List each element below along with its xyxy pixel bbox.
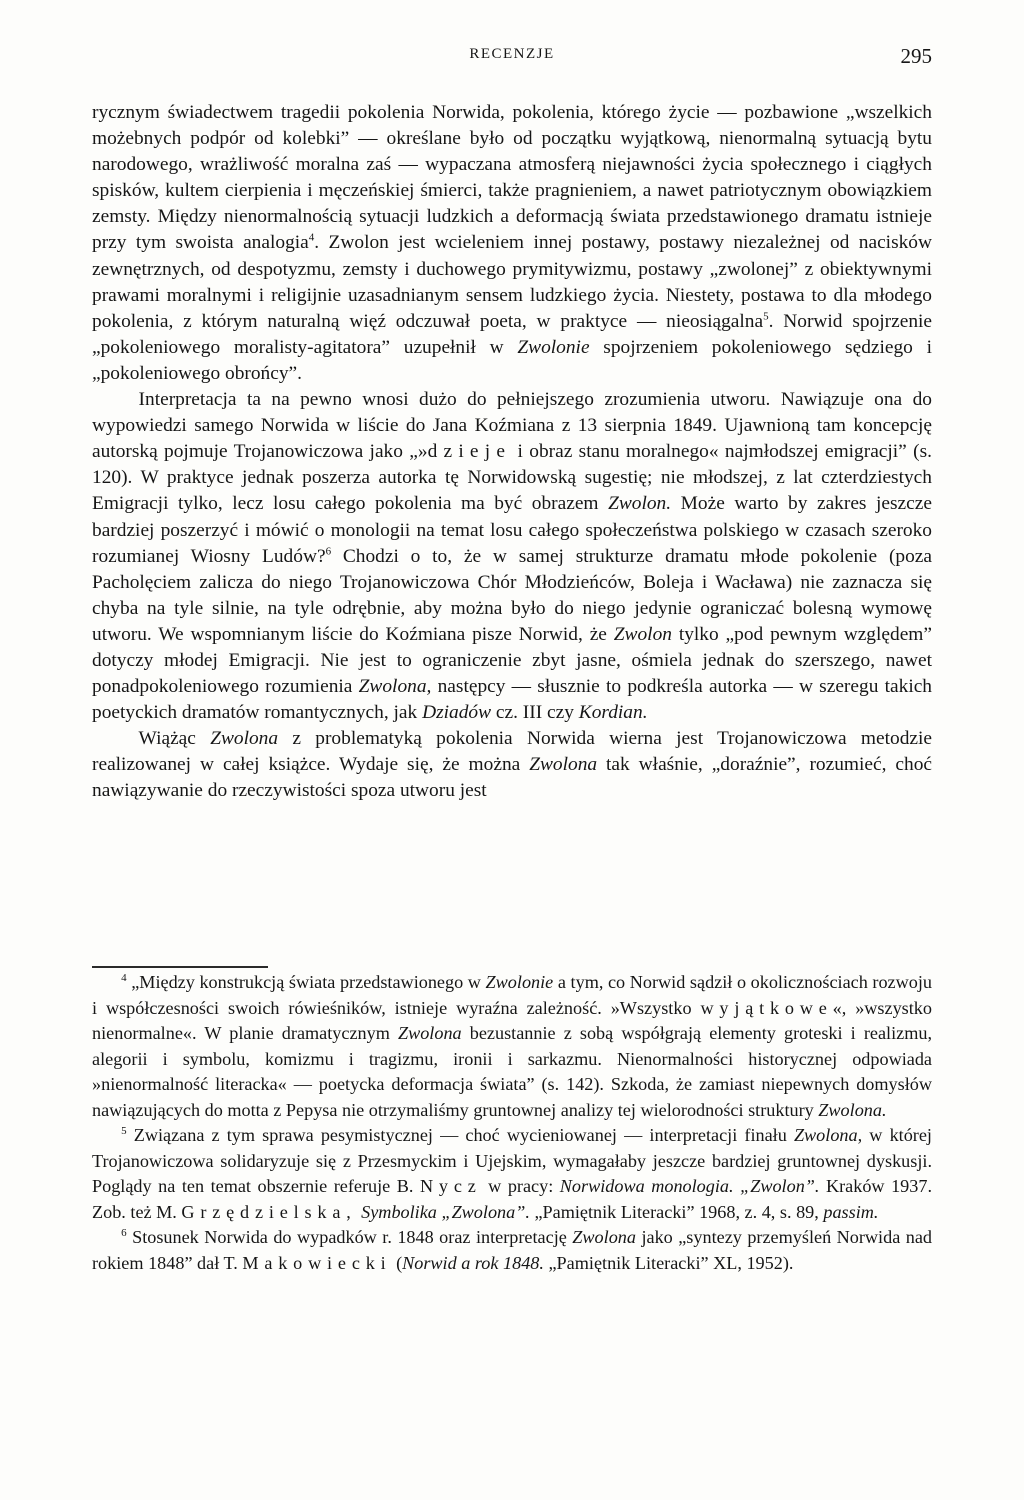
footnotes (92, 970, 932, 1276)
footnote-number: 4 (121, 971, 127, 984)
footnote-number: 5 (121, 1124, 127, 1137)
footnote-ref-4: 4 (308, 232, 315, 244)
footnote-ref-5: 5 (763, 310, 769, 323)
footnote-separator (92, 966, 268, 968)
page-number: 295 (900, 44, 932, 68)
paragraph-1: rycznym świadectwem tragedii pokolenia Norwida, pokolenia, którego życie — pozbawione „wszelkich możebnych podpór od kolebki” — określane było od początku wyjątkową, nienormalną sytuacją bytu narodowego, wrażliwość moralna zaś — wypaczana atmosferą niejawności życia społecznego i ciągłych spisków, kultem cierpienia i męczeńskiej śmierci, także pragnieniem, a nawet patriotycznym obowiązkiem zemsty. Między nienormalnością sytuacji ludzkich a deformacją świata przedstawionego dramatu istnieje przy tym swoista analogia$^4$. Zwolon jest wcieleniem innej postawy, postawy niezależnej od nacisków zewnętrznych, od despotyzmu, zemsty i duchowego prymitywizmu, postawy „zwolonej” z obiektywnymi prawami moralnymi i religijnie uzasadnianym sensem ludzkiego życia. Niestety, postawa to dla młodego pokolenia, z którym naturalną więź odczuwał poeta, w praktyce — nieosiągalna$^5$. Norwid spojrzenie „pokoleniowego moralisty-agitatora” uzupełnił w Zwolonie spojrzeniem pokoleniowego sędziego i „pokoleniowego obrońcy”. (92, 102, 933, 384)
footnote-ref-6: 6 (325, 545, 332, 558)
paragraph-2: Interpretacja ta na pewno wnosi dużo do pełniejszego zrozumienia utworu. Nawiązuje ona do wypowiedzi samego Norwida w liście do Jana Koźmiana z 13 sierpnia 1849. Ujawnioną tam koncepcję autorską pojmuje Trojanowiczowa jako „»dzieje i obraz stanu moralnego« najmłodszej emigracji” (s. 120). W praktyce jednak poszerza autorka tę Norwidowską sugestię; nie młodszej, z lat czterdziestych Emigracji tylko, lecz losu całego pokolenia ma być obrazem Zwolon. Może warto by zakres jeszcze bardziej poszerzyć i mówić o monologii na temat losu całego społeczeństwa polskiego w czasach szeroko rozumianej Wiosny Ludów?$^6$ Chodzi o to, że w samej strukturze dramatu młode pokolenie (poza Pacholęciem zalicza do niego Trojanowiczowa Chór Młodzieńców, Boleja i Wacława) nie zaznacza się chyba na tyle silnie, na tyle odrębnie, aby można było do niego jedynie ograniczać bolesną wymowę utworu. We wspomnianym liście do Koźmiana pisze Norwid, że Zwolon tylko „pod pewnym względem” dotyczy młodej Emigracji. Nie jest to ograniczenie zbyt jasne, ośmiela jednak do szerszego, nawet ponadpokoleniowego rozumienia Zwolona, następcy — słusznie to podkreśla autorka — w szeregu takich poetyckich dramatów romantycznych, jak Dziadów cz. III czy Kordian. (92, 389, 933, 724)
running-head: RECENZJE (469, 46, 555, 62)
paragraph-3: Wiążąc Zwolona z problematyką pokolenia Norwida wierna jest Trojanowiczowa metodzie realizowanej w całej książce. Wydaje się, że można Zwolona tak właśnie, „doraźnie”, rozumieć, choć nawiązywanie do rzeczywistości spoza utworu jest (92, 728, 932, 802)
main-text (92, 100, 932, 805)
footnote-number: 6 (121, 1226, 127, 1239)
page-header (92, 44, 932, 68)
footnote-5: $^5$ Związana z tym sprawa pesymistycznej — choć wycieniowanej — interpretacji finału Zwolona, w której Trojanowiczowa solidaryzuje się z Przesmyckim i Ujejskim, wymagałaby jeszcze bardziej gruntownej dyskusji. Poglądy na ten temat obszernie referuje B. Nycz w pracy: Norwidowa monologia. „Zwolon”. Kraków 1937. Zob. też M. Grzędzielska, Symbolika „Zwolona”. „Pamiętnik Literacki” 1968, z. 4, s. 89, passim. (92, 1124, 933, 1222)
footnote-6: $^6$ Stosunek Norwida do wypadków r. 1848 oraz interpretację Zwolona jako „syntezy przemyśleń Norwida nad rokiem 1848” dał T. Makowiecki (Norwid a rok 1848. „Pamiętnik Literacki” XL, 1952). (92, 1226, 932, 1273)
footnote-4: $^4$ „Między konstrukcją świata przedstawionego w Zwolonie a tym, co Norwid sądził o okolicznościach rozwoju i współczesności swoich rówieśników, istnieje wyraźna zależność. »Wszystko wyjątkowe«, »wszystko nienormalne«. W planie dramatycznym Zwolona bezustannie z sobą współgrają elementy groteski i realizmu, alegorii i symbolu, komizmu i tragizmu, ironii i sarkazmu. Nienormalności historycznej odpowiada »nienormalność literacka« — poetycka deformacja świata” (s. 142). Szkoda, że zamiast niepewnych domysłów nawiązujących do motta z Pepysa nie otrzymaliśmy gruntownej analizy tej wielorodności struktury Zwolona. (92, 971, 933, 1120)
